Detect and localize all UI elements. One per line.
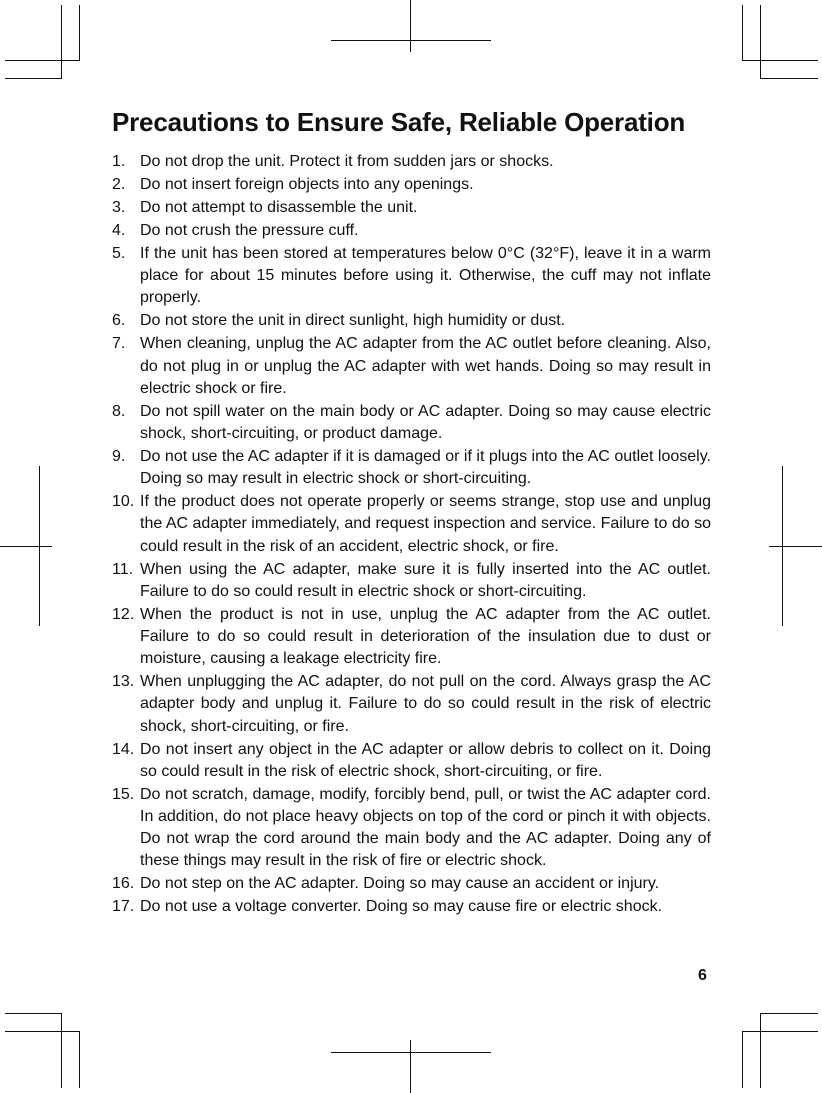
crop-mark-bottom-left-h <box>5 1013 62 1014</box>
list-item <box>112 491 711 558</box>
list-item <box>112 174 711 196</box>
crop-mark-bottom-left-v2 <box>79 1031 80 1088</box>
item-number: 4. <box>112 222 126 239</box>
page-title: Precautions to Ensure Safe, Reliable Operation <box>112 107 686 137</box>
crop-mark-bottom-center-v <box>410 1040 411 1093</box>
crop-mark-bottom-left-v <box>61 1013 62 1088</box>
item-number: 9. <box>112 448 126 466</box>
list-item <box>112 604 711 671</box>
item-text: When cleaning, unplug the AC adapter from the AC outlet before cleaning. Also, do not plug in or unplug the AC adapter with wet hands. Doing so may result in electric shock or fire. <box>140 335 711 397</box>
item-number: 11. <box>112 560 134 578</box>
item-text: Do not drop the unit. Protect it from sudden jars or shocks. <box>140 153 554 170</box>
item-text: Do not crush the pressure cuff. <box>140 222 359 239</box>
crop-mark-top-left-h <box>5 60 80 61</box>
item-text: Do not step on the AC adapter. Doing so may cause an accident or injury. <box>140 875 660 893</box>
item-text: Do not attempt to disassemble the unit. <box>140 199 418 216</box>
item-number: 15. <box>112 785 135 803</box>
item-text: Do not use a voltage converter. Doing so may cause fire or electric shock. <box>140 898 663 916</box>
list-item <box>112 873 711 895</box>
item-text: Do not use the AC adapter if it is damaged or if it plugs into the AC outlet loosely. Doing so may result in electric shock or short-circuiting. <box>140 448 711 488</box>
list-item <box>112 896 711 918</box>
item-text: If the product does not operate properly or seems strange, stop use and unplug the AC adapter immediately, and request inspection and service. Failure to do so could result in the risk of an accident, electric shock, or fire. <box>140 493 711 555</box>
item-number: 7. <box>112 335 126 353</box>
crop-mark-top-right-h <box>742 60 818 61</box>
list-item <box>112 310 711 332</box>
page-number: 6 <box>698 967 707 984</box>
item-number: 17. <box>112 898 135 916</box>
list-item <box>112 401 711 445</box>
crop-mark-bottom-right-h <box>742 1031 818 1032</box>
item-text: Do not spill water on the main body or AC adapter. Doing so may cause electric shock, short-circuiting, or product damage. <box>140 402 711 443</box>
item-number: 13. <box>112 673 135 691</box>
item-text: When using the AC adapter, make sure it is fully inserted into the AC outlet. Failure to do so could result in electric shock or short-circuiting. <box>140 560 711 600</box>
item-text: Do not scratch, damage, modify, forcibly bend, pull, or twist the AC adapter cord. In addition, do not place heavy objects on top of the cord or pinch it with objects. Do not wrap the cord around the main body and the AC adapter. Doing any of these things may result in the risk of fire or electric shock. <box>140 785 711 870</box>
crop-mark-right-mid-h <box>769 546 822 547</box>
item-number: 12. <box>112 605 135 623</box>
item-number: 16. <box>112 875 135 893</box>
item-text: When unplugging the AC adapter, do not pull on the cord. Always grasp the AC adapter body and unplug it. Failure to do so could result in the risk of electric shock, short-circuiting, or fire. <box>140 673 711 735</box>
crop-mark-bottom-right-v2 <box>760 1013 761 1088</box>
crop-mark-bottom-center-h <box>331 1052 491 1053</box>
item-number: 3. <box>112 199 126 216</box>
item-number: 6. <box>112 312 126 330</box>
list-item <box>112 446 711 490</box>
item-text: If the unit has been stored at temperatures below 0°C (32°F), leave it in a warm place for about 15 minutes before using it. Otherwise, the cuff may not inflate properly. <box>140 245 711 307</box>
crop-mark-top-left-v <box>61 5 62 79</box>
list-item <box>112 559 711 603</box>
crop-mark-top-left-v2 <box>79 5 80 61</box>
crop-mark-bottom-right-h2 <box>760 1013 818 1014</box>
list-item <box>112 784 711 873</box>
item-number: 2. <box>112 176 126 193</box>
item-text: Do not store the unit in direct sunlight, high humidity or dust. <box>140 312 566 330</box>
crop-mark-left-mid-h <box>0 546 52 547</box>
item-number: 1. <box>112 153 126 170</box>
crop-mark-bottom-left-h2 <box>5 1031 80 1032</box>
crop-mark-top-center-v <box>410 0 411 52</box>
crop-mark-top-left-h2 <box>5 78 62 79</box>
list-item <box>112 220 711 242</box>
item-number: 5. <box>112 245 126 262</box>
item-number: 10. <box>112 493 135 511</box>
list-item <box>112 333 711 400</box>
list-item <box>112 671 711 738</box>
list-item <box>112 739 711 783</box>
list-item <box>112 243 711 310</box>
list-item <box>112 151 711 173</box>
list-item <box>112 197 711 219</box>
precautions-list <box>112 151 711 919</box>
crop-mark-top-center-h <box>331 40 491 41</box>
item-text: Do not insert any object in the AC adapter or allow debris to collect on it. Doing so could result in the risk of electric shock, short-circuiting, or fire. <box>140 740 711 780</box>
crop-mark-bottom-right-v <box>742 1031 743 1088</box>
item-number: 14. <box>112 740 135 758</box>
crop-mark-top-right-h2 <box>760 78 818 79</box>
crop-mark-top-right-v <box>742 5 743 61</box>
item-text: When the product is not in use, unplug the AC adapter from the AC outlet. Failure to do so could result in deterioration of the insulation due to dust or moisture, causing a leakage electricity fire. <box>140 605 711 668</box>
crop-mark-top-right-v2 <box>760 5 761 79</box>
item-text: Do not insert foreign objects into any openings. <box>140 176 474 193</box>
item-number: 8. <box>112 402 126 420</box>
